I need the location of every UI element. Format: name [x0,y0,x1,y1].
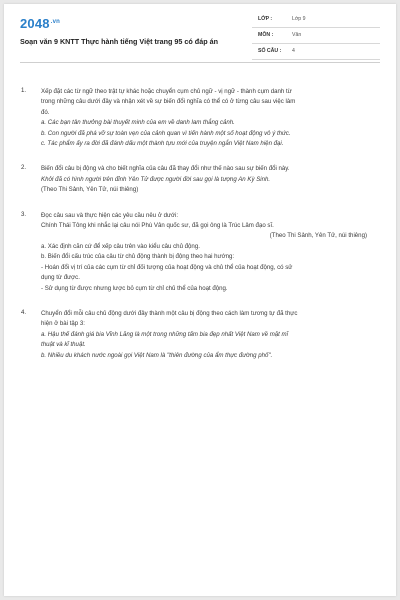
question-item: - Sử dụng từ được nhưng lược bỏ cụm từ chỉ chủ thể của hoạt động. [41,284,228,292]
question-item: dụng từ được. [41,274,80,282]
question-item: b. Con người đã phá vỡ sự toàn vẹn của cảnh quan vì tiến hành một số hoạt động vô ý thức. [41,129,291,137]
question-number: 3. [21,210,27,218]
question-item: b. Biến đổi cấu trúc của câu từ chủ động thành bị động theo hai hướng: [41,253,235,261]
question-text: hiện ở bài tập 3: [41,320,85,328]
source-citation: (Theo Thi Sảnh, Yên Tử, núi thiêng) [269,232,367,240]
meta-key: LỚP : [258,16,273,22]
meta-row-grade [252,15,380,28]
question-1 [21,87,367,149]
meta-value: Lớp 9 [292,16,306,22]
logo-tld: .vn [50,18,61,25]
quoted-sentence: Chính Thái Tông khi nhắc lại câu nói Phù Vân quốc sư, đã gọi ông là Trúc Lâm đạo sĩ. [41,222,274,230]
question-item: b. Nhiều du khách nước ngoài gọi Việt Nam là "thiên đường của ẩm thực đường phố". [41,351,273,359]
question-text: Chuyển đổi mỗi câu chủ động dưới đây thành một câu bị động theo cách làm tương tự đã thực [41,309,298,317]
question-number: 1. [21,87,27,94]
question-item: a. Xác định căn cứ để xếp câu trên vào kiểu câu chủ động. [41,242,200,250]
question-list [21,87,367,376]
meta-key: SỐ CÂU : [258,48,282,54]
meta-table [252,15,380,63]
meta-value: Văn [292,32,302,38]
question-2 [21,164,367,195]
question-number: 4. [21,308,27,316]
logo-text: 2048 [20,16,50,31]
site-logo[interactable] [20,16,60,31]
quoted-sentence: Khởi đã có hình người trên đỉnh Yên Tử được người đời sau gọi là tượng An Kỳ Sinh. [41,175,271,183]
question-text: Đọc câu sau và thực hiện các yêu cầu nêu ở dưới: [41,211,179,219]
question-item: thuật và kĩ thuật. [41,341,86,349]
meta-row-question-count [252,47,380,60]
question-text: trong những câu dưới đây và nhận xét về sự biến đổi nghĩa có thể có ở từng câu sau việc làm [41,98,296,106]
question-item: a. Hậu thế đánh giá bia Vĩnh Lăng là một trong những tấm bia đẹp nhất Việt Nam về mặt mĩ [41,330,288,338]
question-number: 2. [21,164,27,172]
question-text: đó. [41,108,50,116]
question-item: a. Các bạn tân thưởng bài thuyết minh của em về danh lam thắng cảnh. [41,119,235,127]
question-4 [21,309,367,361]
document-page [4,4,396,596]
question-text: Biến đổi câu bị động và cho biết nghĩa của câu đã thay đổi như thế nào sau sự biến đổi này. [41,165,290,173]
header-divider [20,62,380,63]
source-citation: (Theo Thi Sảnh, Yên Tử, núi thiêng) [41,186,139,194]
meta-row-subject [252,31,380,44]
question-text: Xếp đặt các từ ngữ theo trật tự khác hoặc chuyển cụm chủ ngữ - vị ngữ - thành cụm danh từ [41,88,292,95]
meta-key: MÔN : [258,32,274,38]
document-header [4,4,396,66]
question-item: c. Tác phẩm ấy ra đời đã đánh dấu một thành tựu mới của truyện ngắn Việt Nam hiện đại. [41,140,284,148]
question-3 [21,211,367,294]
meta-value: 4 [292,48,295,54]
question-item: - Hoán đổi vị trí của các cụm từ chỉ đối tượng của hoạt động và chủ thể của hoạt động, có sử [41,263,293,271]
document-title: Soạn văn 9 KNTT Thực hành tiếng Việt trang 95 có đáp án [20,37,218,46]
